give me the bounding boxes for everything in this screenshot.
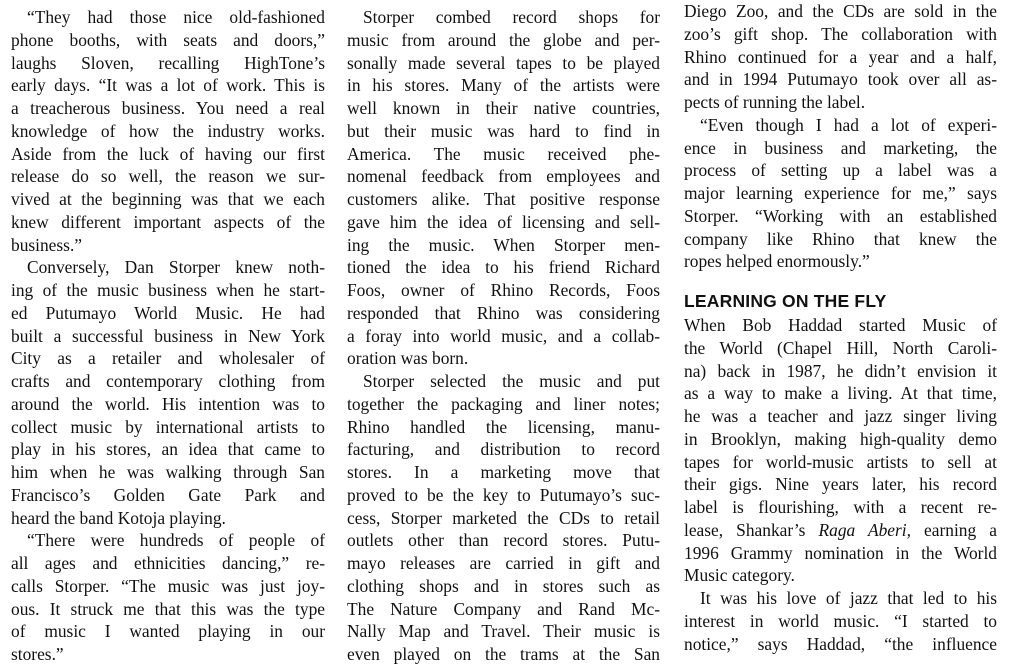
text-line: Music category. xyxy=(684,565,795,586)
text-line: knew different important aspects of the xyxy=(11,211,325,232)
text-line: together the packaging and liner notes; xyxy=(347,393,660,414)
text-line: business.” xyxy=(11,234,83,255)
text-line: stores.” xyxy=(11,644,64,664)
text-line: Francisco’s Golden Gate Park and xyxy=(11,484,325,505)
text-line: outlets other than record stores. Putu- xyxy=(347,530,660,551)
text-line: clothing shops and in stores such as xyxy=(347,575,660,596)
text-line: tioned the idea to his friend Richard xyxy=(347,257,660,278)
text-line: laughs Sloven, recalling HighTone’s xyxy=(11,52,325,73)
text-line: a foray into world music, and a collab- xyxy=(347,325,660,346)
text-line: heard the band Kotoja playing. xyxy=(11,507,226,528)
text-line: calls Storper. “The music was just joy- xyxy=(11,575,325,596)
text-line: but their music was hard to find in xyxy=(347,120,660,141)
text-line: interest in world music. “I started to xyxy=(684,610,997,631)
text-line: process of setting up a label was a xyxy=(684,160,997,181)
column-3-bottom-text xyxy=(684,314,997,655)
text-line: ence in business and marketing, the xyxy=(684,137,997,158)
text-line: ed Putumayo World Music. He had xyxy=(11,302,325,323)
article-column-2 xyxy=(347,6,660,666)
text-line: around the world. His intention was to xyxy=(11,393,325,414)
text-line: as a way to make a living. At that time, xyxy=(684,383,997,404)
text-line: The Nature Company and Rand Mc- xyxy=(347,598,660,619)
column-3-top-text xyxy=(684,0,997,273)
text-line: gave him the idea of licensing and sell- xyxy=(347,211,660,232)
text-line: America. The music received phe- xyxy=(347,143,660,164)
text-line: “There were hundreds of people of xyxy=(27,530,325,551)
text-line: “Even though I had a lot of experi- xyxy=(700,114,997,135)
text-line: label is flourishing, with a recent re- xyxy=(684,497,997,517)
text-line: Foos, owner of Rhino Records, Foos xyxy=(347,280,660,300)
article-column-1 xyxy=(11,6,325,666)
text-line: Storper selected the music and put xyxy=(363,371,660,391)
text-line: proved to be the key to Putumayo’s suc- xyxy=(347,484,660,505)
text-line: ing the music. When Storper men- xyxy=(347,234,660,255)
text-line: ous. It struck me that this was the type xyxy=(11,598,325,619)
text-line: major learning experience for me,” says xyxy=(684,183,997,203)
text-line: play in his stores, an idea that came to xyxy=(11,439,325,460)
text-line: Aside from the luck of having our first xyxy=(11,143,325,164)
text-line: customers alike. That positive response xyxy=(347,189,660,209)
text-line: in his stores. Many of the artists were xyxy=(347,75,660,96)
text-line: responded that Rhino was considering xyxy=(347,302,660,323)
text-line: early days. “It was a lot of work. This is xyxy=(11,75,325,96)
text-line: a treacherous business. You need a real xyxy=(11,98,325,118)
text-line: pects of running the label. xyxy=(684,92,866,112)
text-line: even played on the trams at the San xyxy=(347,644,660,664)
text-line: sonally made several tapes to be played xyxy=(347,52,660,73)
text-line: he was a teacher and jazz singer living xyxy=(684,406,997,426)
text-line: When Bob Haddad started Music of xyxy=(684,315,997,335)
text-line: company like Rhino that knew the xyxy=(684,228,997,249)
text-line: him when he was walking through San xyxy=(11,462,325,482)
text-line: collect music by international artists to xyxy=(11,416,325,437)
text-line: all ages and ethnicities dancing,” re- xyxy=(11,553,325,573)
text-line: zoo’s gift shop. The collaboration with xyxy=(684,23,997,44)
text-line: built a successful business in New York xyxy=(11,325,325,346)
text-line: and in 1994 Putumayo took over all as- xyxy=(684,69,997,90)
section-heading: LEARNING ON THE FLY xyxy=(684,291,887,311)
text-line: Rhino continued for a year and a half, xyxy=(684,46,997,67)
text-line: of music I wanted playing in our xyxy=(11,621,325,642)
text-line: Rhino handled the licensing, manu- xyxy=(347,416,660,437)
text-line: vived at the beginning was that we each xyxy=(11,189,325,209)
text-line: Storper. “Working with an established xyxy=(684,205,997,226)
text-line: oration was born. xyxy=(347,348,469,369)
text-line: phone booths, with seats and doors,” xyxy=(11,29,325,50)
text-line: their gigs. Nine years later, his record xyxy=(684,474,997,495)
text-line: ing of the music business when he start- xyxy=(11,280,325,300)
text-line: notice,” says Haddad, “the influence xyxy=(684,633,997,654)
text-line: ropes helped enormously.” xyxy=(684,251,870,272)
text-line: tapes for world-music artists to sell at xyxy=(684,451,997,472)
text-line: music from around the globe and per- xyxy=(347,29,660,50)
album-title: Raga Aberi, xyxy=(818,519,911,540)
article-column-3 xyxy=(684,0,997,655)
text-line: 1996 Grammy nomination in the World xyxy=(684,542,997,563)
text-line: It was his love of jazz that led to his xyxy=(700,588,997,608)
text-line: well known in their native countries, xyxy=(347,98,660,118)
text-line: cess, Storper marketed the CDs to retail xyxy=(347,507,660,528)
text-line: Conversely, Dan Storper knew noth- xyxy=(27,257,325,278)
text-line: Diego Zoo, and the CDs are sold in the xyxy=(684,1,997,21)
text-line: in Brooklyn, making high-quality demo xyxy=(684,428,997,449)
text-line: knowledge of how the industry works. xyxy=(11,120,325,141)
text-line: nomenal feedback from employees and xyxy=(347,166,660,187)
text-line: “They had those nice old-fashioned xyxy=(27,7,325,27)
text-line: the World (Chapel Hill, North Caroli- xyxy=(684,337,997,358)
text-line: stores. In a marketing move that xyxy=(347,462,660,482)
text-line: City as a retailer and wholesaler of xyxy=(11,348,325,369)
text-line: Nally Map and Travel. Their music is xyxy=(347,621,660,642)
text-line: na) back in 1987, he didn’t envision it xyxy=(684,360,997,381)
text-line: release do so well, the reason we sur- xyxy=(11,166,325,187)
text-line: Storper combed record shops for xyxy=(363,7,660,27)
text-line: mayo releases are carried in gift and xyxy=(347,553,660,573)
text-line: crafts and contemporary clothing from xyxy=(11,371,325,391)
text-line: lease, Shankar’s Raga Aberi, earning a xyxy=(684,519,997,540)
text-line: facturing, and distribution to record xyxy=(347,439,660,460)
